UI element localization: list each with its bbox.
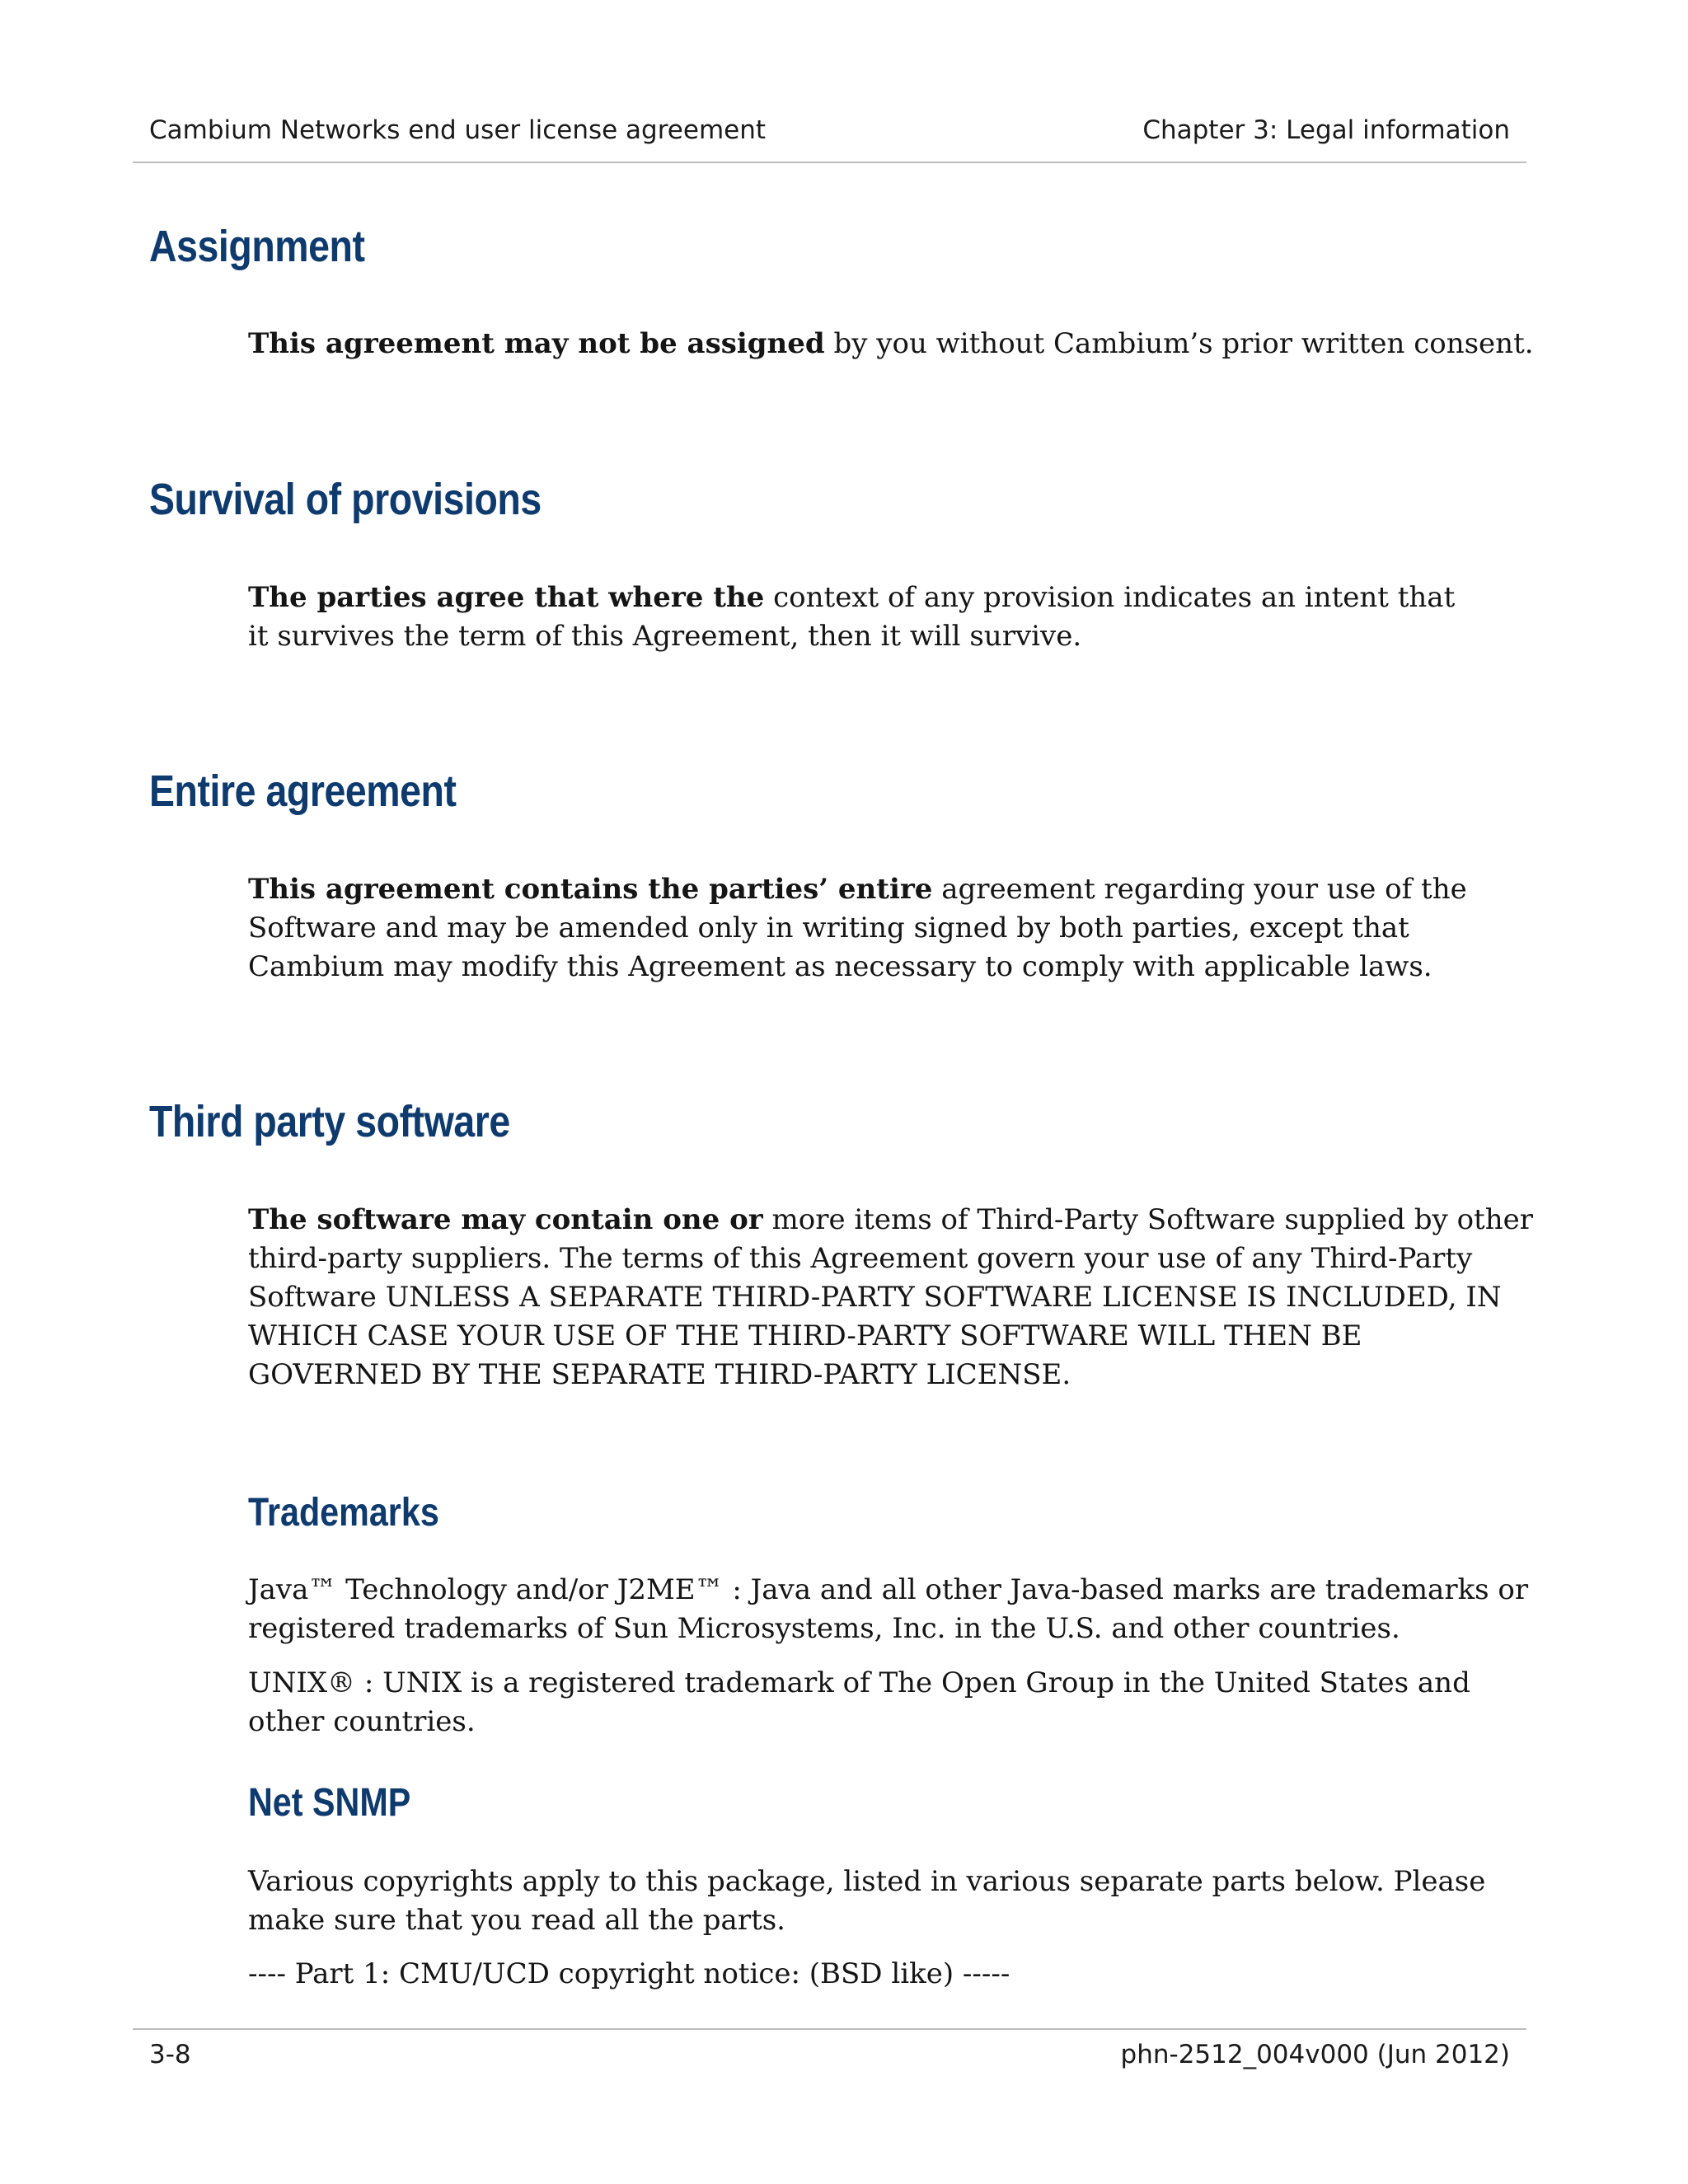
paragraph-entire-lead: This agreement contains the parties’ entire (248, 873, 933, 906)
page-header (133, 115, 1526, 150)
paragraph-survival-body: context of any provision indicates an intent that it survives the term of this Agreement, then it will survive. (248, 581, 1456, 653)
footer-document-id: phn-2512_004v000 (Jun 2012) (1120, 2040, 1510, 2069)
heading-trademarks: Trademarks (248, 1491, 439, 1535)
paragraph-assignment-lead: This agreement may not be assigned (248, 327, 825, 360)
paragraph-third-party-body: more items of Third-Party Software supplied by other third-party suppliers. The terms of this Agreement govern your use of any Third-Party Software UNLESS A SEPARATE THIRD-PARTY SOFTWARE LICENSE IS INCLUDED, IN WHICH CASE YOUR USE OF THE THIRD-PARTY SOFTWARE WILL THEN BE GOVERNED BY THE SEPARATE THIRD-PARTY LICENSE. (248, 1203, 1533, 1391)
paragraph-entire-body: agreement regarding your use of the Software and may be amended only in writing signed by both parties, except that Cambium may modify this Agreement as necessary to comply with applicable laws. (248, 873, 1467, 983)
header-chapter-title: Chapter 3: Legal information (1142, 115, 1510, 145)
heading-assignment: Assignment (149, 222, 365, 271)
paragraph-trademarks-java: Java™ Technology and/or J2ME™ : Java and all other Java-based marks are trademarks or registered trademarks of Sun Microsystems, Inc. in the U.S. and other countries. (248, 1573, 1529, 1645)
footer-divider (133, 2028, 1526, 2030)
paragraph-survival-of-provisions (248, 579, 1468, 656)
heading-net-snmp: Net SNMP (248, 1781, 411, 1825)
heading-entire-agreement: Entire agreement (149, 766, 457, 816)
header-document-title: Cambium Networks end user license agreement (149, 115, 767, 145)
paragraph-entire-agreement (248, 870, 1468, 987)
heading-survival-of-provisions: Survival of provisions (149, 475, 542, 524)
paragraph-assignment (248, 325, 1534, 363)
paragraph-trademarks-unix: UNIX® : UNIX is a registered trademark of The Open Group in the United States and other countries. (248, 1666, 1470, 1738)
paragraph-assignment-body: by you without Cambium’s prior written consent. (824, 327, 1534, 360)
heading-third-party-software: Third party software (149, 1097, 510, 1146)
paragraph-net-snmp-part1: ---- Part 1: CMU/UCD copyright notice: (BSD like) ----- (248, 1957, 1010, 1990)
footer-page-number: 3-8 (149, 2040, 191, 2069)
page-footer (133, 2040, 1526, 2074)
header-divider (133, 162, 1526, 163)
paragraph-third-party-lead: The software may contain one or (248, 1203, 763, 1236)
paragraph-third-party-software (248, 1201, 1538, 1394)
paragraph-net-snmp-intro: Various copyrights apply to this package, listed in various separate parts below. Please make sure that you read all the parts. (248, 1865, 1486, 1937)
paragraph-survival-lead: The parties agree that where the (248, 581, 765, 614)
